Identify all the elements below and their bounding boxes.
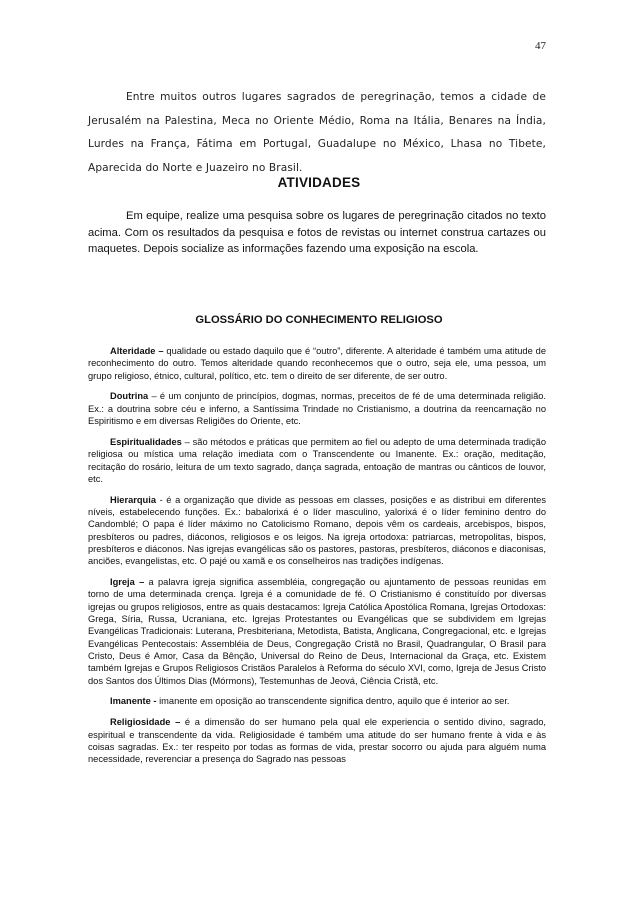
glossary-term: Religiosidade – xyxy=(110,717,181,728)
intro-paragraph: Entre muitos outros lugares sagrados de peregrinação, temos a cidade de Jerusalém na Palestina, Meca no Oriente Médio, Roma na Itália, Benares na Índia, Lurdes na França, Fátima em Portugal, Guadalupe no México, Lhasa no Tibete, Aparecida do Norte e Juazeiro no Brasil. xyxy=(88,91,546,174)
glossary-definition: qualidade ou estado daquilo que é “outro”, diferente. A alteridade é também uma atitude de reconhecimento do outro. Temos alteridade quando reconhecemos que o outro, seja ele, uma pessoa, um grupo religioso, étnico, cultural, político, etc. tem o direito de ser diferente, de ser outro. xyxy=(88,346,546,381)
glossary-entry-doutrina xyxy=(88,390,546,427)
glossary-entry-hierarquia xyxy=(88,494,546,568)
glossary-definition: imanente em oposição ao transcendente significa dentro, aquilo que é interior ao ser. xyxy=(156,696,510,707)
glossary-entry-imanente xyxy=(88,695,546,707)
glossary-entry-igreja xyxy=(88,576,546,687)
glossary-definition: é a dimensão do ser humano pela qual ele experiencia o sentido divino, sagrado, espiritual e transcendente da vida. Religiosidade é também uma atitude do ser humano frente à vida e às coisas sagradas. Ex.: ter respeito por todas as formas de vida, prestar socorro ou ajuda para alguém numa necessidade, reverenciar a presença do Sagrado nas pessoas xyxy=(88,717,546,765)
glossary-term: Doutrina xyxy=(110,391,149,402)
glossary-definition: - é a organização que divide as pessoas em classes, posições e as distribui em diferentes níveis, estabelecendo funções. Ex.: babalorixá é o líder masculino, yalorixá é o líder feminino dentro do Candomblé; O papa é líder máximo no Catolicismo Romano, depois vêm os cardeais, arcebispos, bispos, presbíteros ou padres, diáconos, religiosos e os leigos. Na igreja ortodoxa: patriarcas, metropolitas, bispos, presbíteros e diáconos. Nas igrejas evangélicas são os pastores, pastoras, presbíteros, diáconos e diaconisas, anciões, evangelistas, etc. O pajé ou xamã e os conselheiros nas tradições indígenas. xyxy=(88,494,546,567)
glossary-definition: – é um conjunto de princípios, dogmas, normas, preceitos de fé de uma determinada religião. Ex.: a doutrina sobre céu e inferno, a Santíssima Trindade no Cristianismo, a doutrina da reencarnação no Espiritismo e em diversas Religiões do Oriente, etc. xyxy=(88,391,546,427)
glossary-definition: – são métodos e práticas que permitem ao fiel ou adepto de uma determinada tradição religiosa ou mística uma relação imediata com o Transcendente ou Imanente. Ex.: oração, meditação, recitação do rosário, leitura de um texto sagrado, dança sagrada, entoação de mantras ou cânticos de louvor, etc. xyxy=(88,436,546,484)
page-number: 47 xyxy=(535,40,546,52)
glossary-term: Imanente - xyxy=(110,696,157,707)
glossary-term: Espiritualidades xyxy=(110,436,182,447)
glossary-entry-espiritualidades xyxy=(88,436,546,485)
glossary-entry-alteridade xyxy=(88,345,546,382)
activities-title: ATIVIDADES xyxy=(277,175,361,190)
glossary-term: Hierarquia xyxy=(110,494,156,505)
glossary-term: Igreja – xyxy=(110,577,145,588)
glossary-entry-religiosidade xyxy=(88,716,546,765)
glossary-list xyxy=(88,345,546,774)
activities-text: Em equipe, realize uma pesquisa sobre os lugares de peregrinação citados no texto acima. Com os resultados da pesquisa e fotos de revistas ou internet construa cartazes ou maquetes. Depois socialize as informações fazendo uma exposição na escola. xyxy=(88,210,546,256)
glossary-term: Alteridade – xyxy=(110,346,164,356)
glossary-title: GLOSSÁRIO DO CONHECIMENTO RELIGIOSO xyxy=(195,314,443,326)
glossary-definition: a palavra igreja significa assembléia, congregação ou ajuntamento de pessoas reunidas em torno de uma determinada crença. Igreja é a comunidade de fé. O Cristianismo é constituído por diversas igrejas ou grupos religiosos, entre as quais destacamos: Igreja Católica Apostólica Romana, Igrejas Ortodoxas: Grega, Síria, Russa, Ucraniana, etc. Igrejas Protestantes ou Evangélicas que se subdividem em Igrejas Evangélicas Tradicionais: Luterana, Presbiteriana, Metodista, Batista, Anglicana, Congregacional, etc. e Igrejas Evangélicas Pentecostais: Assembléia de Deus, Congregação Cristã no Brasil, Quadrangular, O Brasil para Cristo, Deus é Amor, Casa da Bênção, Universal do Reino de Deus, Internacional da Graça, etc. Existem também Igrejas e Grupos Religiosos Cristãos Paralelos à Reforma do século XVI, como, Igreja de Jesus Cristo dos Santos dos Últimos Dias (Mórmons), Testemunhas de Jeová, Ciência Cristã, etc. xyxy=(88,577,547,686)
